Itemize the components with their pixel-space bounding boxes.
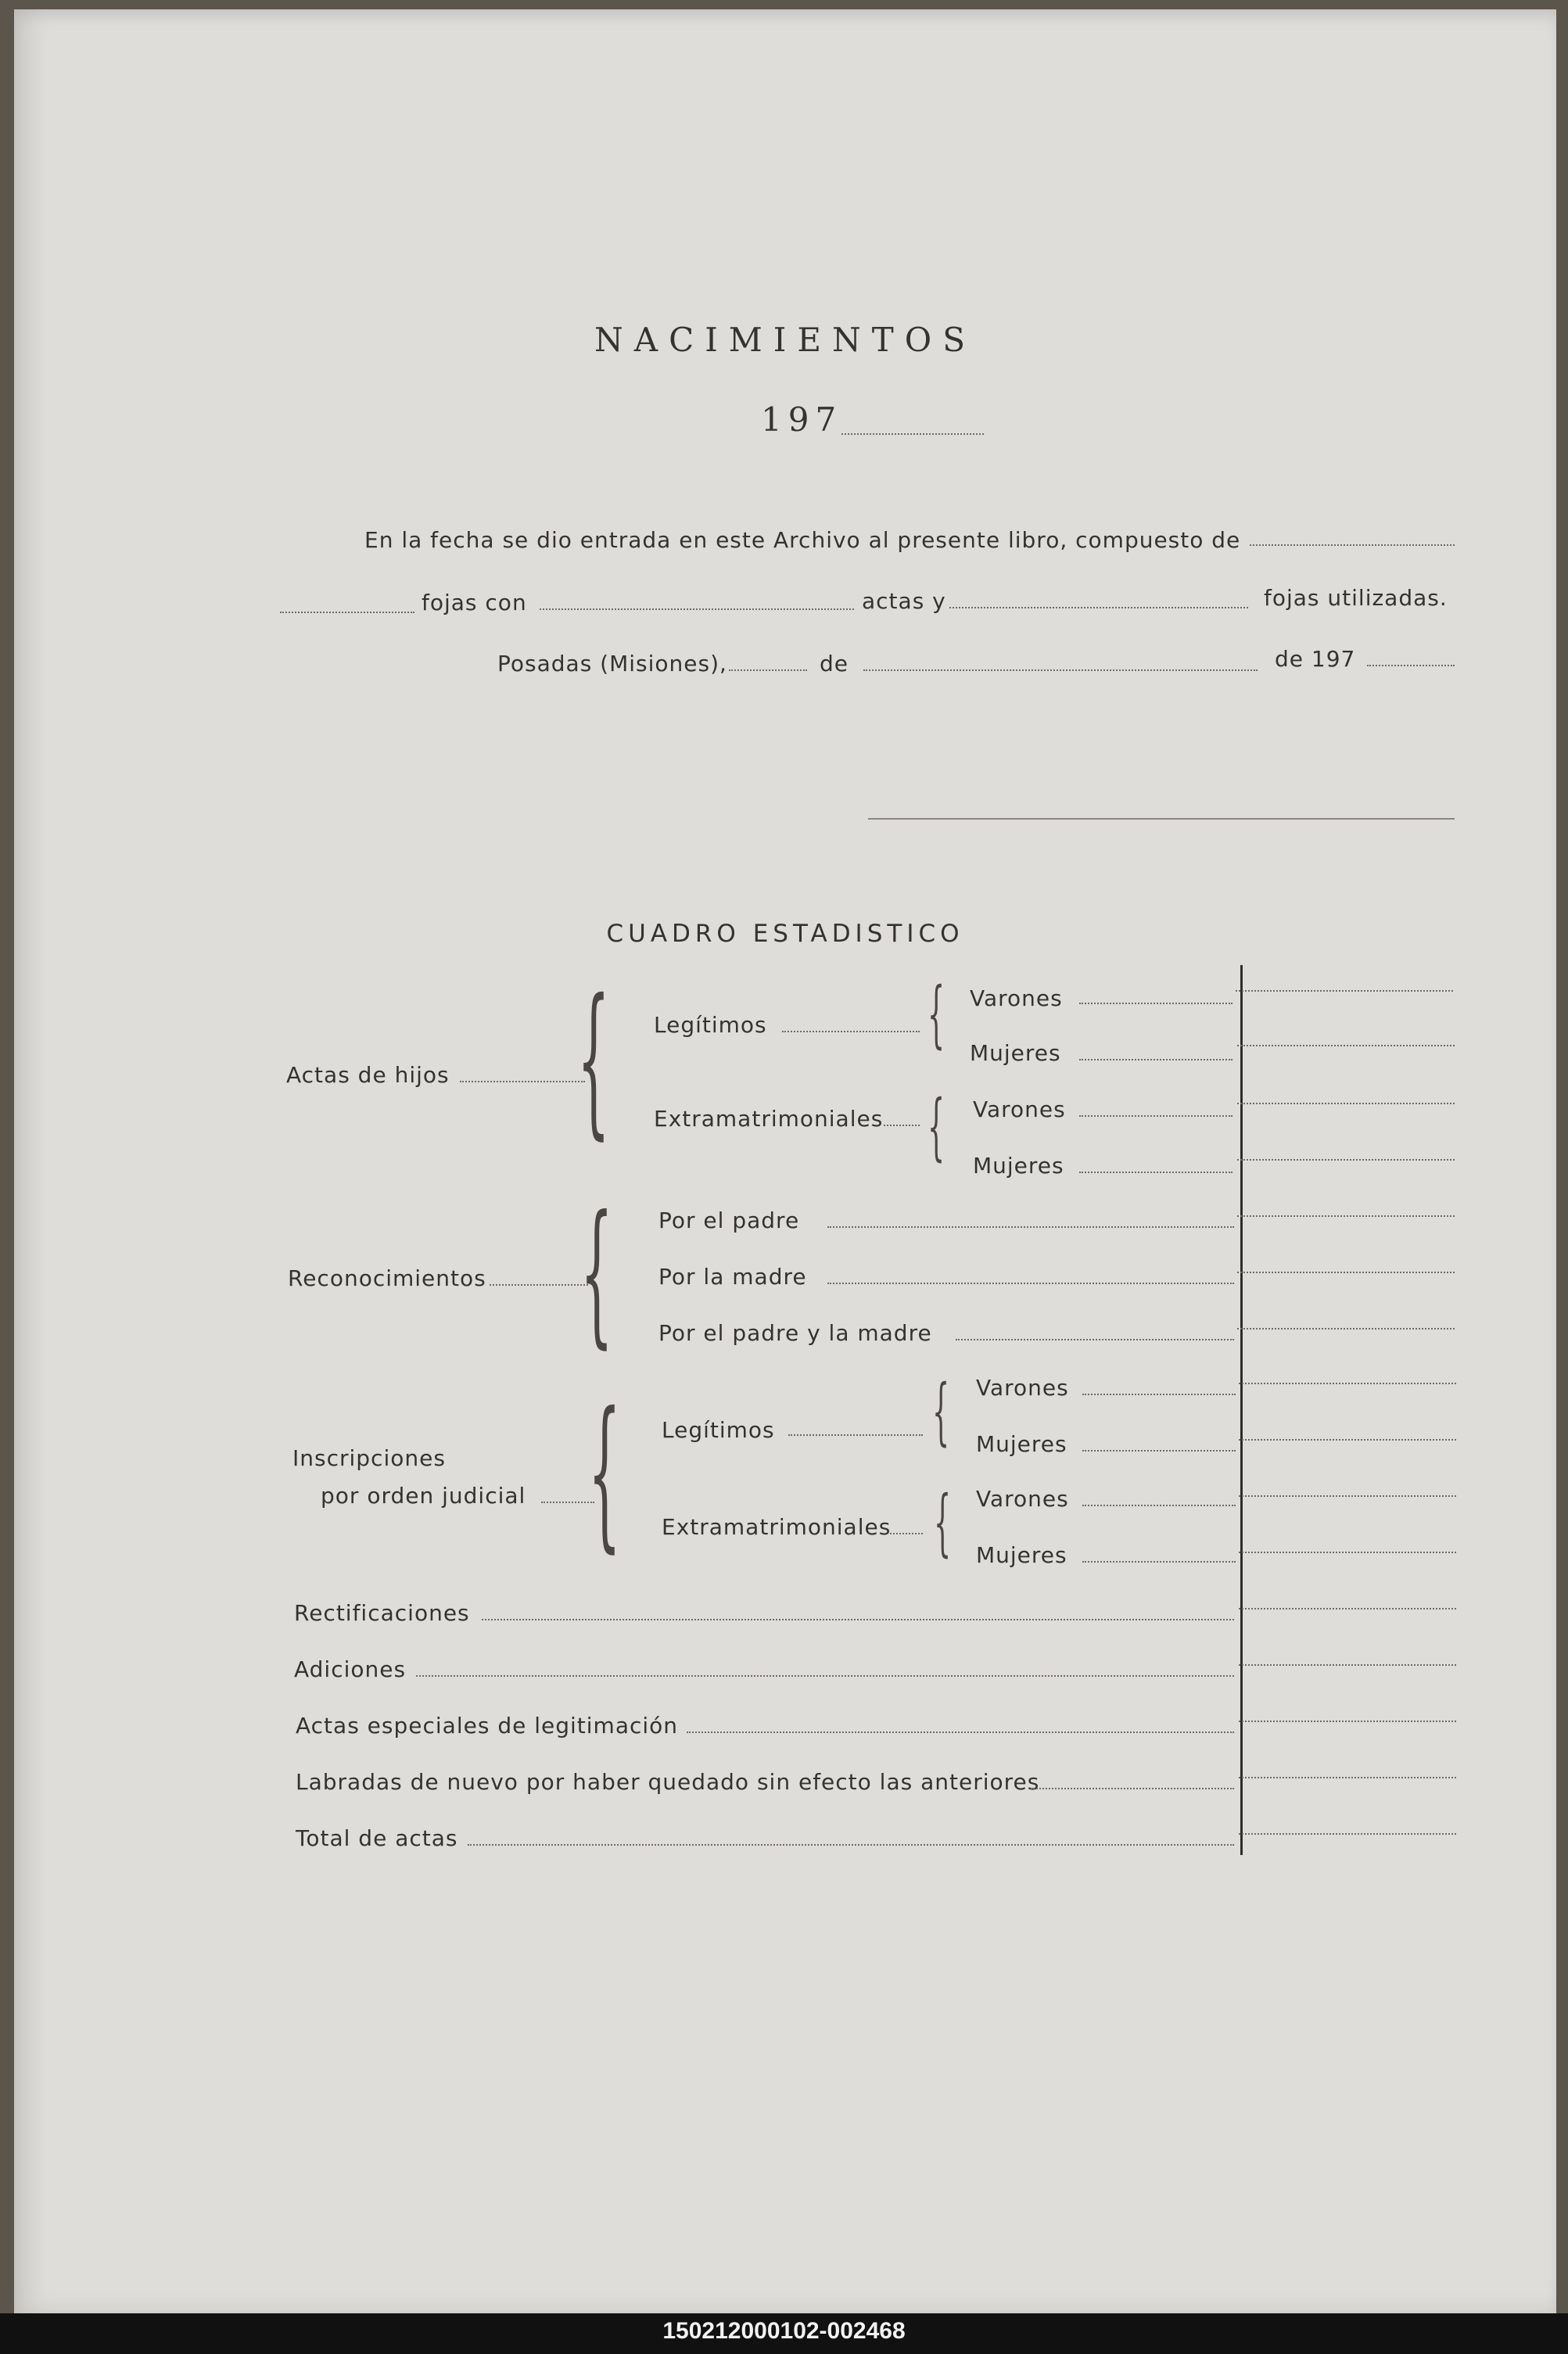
adiciones-dots <box>416 1675 1234 1677</box>
value-blank-14 <box>1239 1721 1456 1722</box>
extramatrimoniales-label: Extramatrimoniales <box>654 1106 884 1132</box>
entry-blank-fojas-utilizadas <box>949 607 1248 608</box>
labradas-dots <box>1031 1788 1234 1789</box>
value-blank-2 <box>1237 1045 1455 1046</box>
value-blank-11 <box>1239 1552 1456 1553</box>
legitimos-brace: { <box>928 971 945 1057</box>
inscripciones-label-1: Inscripciones <box>292 1445 446 1471</box>
de-label: de <box>820 651 849 676</box>
inscripciones-dots <box>541 1502 594 1503</box>
insc-legitimos-varones-label: Varones <box>976 1375 1069 1401</box>
legitimacion-label: Actas especiales de legitimación <box>296 1713 679 1739</box>
hijos-legitimos-mujeres-dots <box>1079 1059 1233 1060</box>
por-ambos-label: Por el padre y la madre <box>658 1320 932 1346</box>
reconocimientos-dots <box>490 1284 588 1286</box>
value-blank-13 <box>1239 1664 1456 1666</box>
stats-title: CUADRO ESTADISTICO <box>606 920 964 948</box>
insc-extramatrimoniales-brace: { <box>934 1480 952 1565</box>
labradas-label: Labradas de nuevo por haber quedado sin efecto las anteriores <box>296 1769 1040 1795</box>
insc-extra-mujeres-dots <box>1082 1561 1236 1563</box>
hijos-extra-varones-dots <box>1079 1115 1233 1117</box>
form-title: NACIMIENTOS <box>594 321 977 359</box>
hijos-extra-mujeres-label: Mujeres <box>973 1153 1064 1179</box>
signature-line <box>868 818 1455 820</box>
month-blank <box>863 669 1258 671</box>
value-blank-5 <box>1237 1215 1455 1217</box>
value-blank-15 <box>1239 1777 1456 1778</box>
value-blank-6 <box>1237 1272 1455 1273</box>
inscripciones-label-2: por orden judicial <box>321 1483 526 1509</box>
legitimacion-dots <box>687 1731 1234 1733</box>
adiciones-label: Adiciones <box>294 1656 407 1682</box>
reconocimientos-brace: { <box>580 1182 613 1363</box>
entry-line-1: En la fecha se dio entrada en este Archivo al presente libro, compuesto de <box>364 527 1241 553</box>
insc-legitimos-varones-dots <box>1082 1394 1236 1395</box>
actas-hijos-brace: { <box>577 963 610 1155</box>
rectificaciones-dots <box>482 1619 1234 1620</box>
total-dots <box>468 1844 1234 1846</box>
value-blank-3 <box>1237 1103 1455 1104</box>
value-blank-7 <box>1237 1328 1455 1330</box>
hijos-legitimos-varones-dots <box>1079 1003 1233 1004</box>
value-blank-8 <box>1239 1383 1456 1384</box>
extramatrimoniales-dots <box>884 1125 920 1126</box>
hijos-legitimos-mujeres-label: Mujeres <box>970 1040 1061 1066</box>
year-blank <box>841 433 984 435</box>
de-year-label: de 197 <box>1275 646 1356 672</box>
footer-id: 150212000102-002468 <box>662 2318 906 2344</box>
reconocimientos-label: Reconocimientos <box>288 1265 486 1291</box>
hijos-extra-mujeres-dots <box>1079 1172 1233 1173</box>
fojas-con-label: fojas con <box>422 590 527 615</box>
actas-hijos-label: Actas de hijos <box>286 1062 450 1088</box>
place-label: Posadas (Misiones), <box>497 651 727 676</box>
extramatrimoniales-brace: { <box>928 1084 945 1169</box>
year-label: 197 <box>761 400 843 439</box>
total-label: Total de actas <box>296 1825 458 1851</box>
form-page <box>14 9 1556 2313</box>
insc-extramatrimoniales-label: Extramatrimoniales <box>662 1514 892 1540</box>
legitimos-label: Legítimos <box>654 1012 767 1038</box>
actas-y-label: actas y <box>862 588 946 614</box>
por-madre-dots <box>827 1283 1234 1284</box>
value-blank-9 <box>1239 1439 1456 1441</box>
insc-legitimos-mujeres-label: Mujeres <box>976 1431 1067 1457</box>
entry-blank-fojas-total <box>1250 544 1455 546</box>
por-madre-label: Por la madre <box>658 1264 807 1290</box>
insc-extra-varones-label: Varones <box>976 1486 1069 1512</box>
legitimos-dots <box>782 1031 920 1032</box>
insc-legitimos-mujeres-dots <box>1082 1450 1236 1452</box>
entry-blank-actas <box>540 608 854 610</box>
year-suffix-blank <box>1367 665 1455 666</box>
fojas-utilizadas-label: fojas utilizadas. <box>1264 585 1448 611</box>
por-padre-dots <box>827 1226 1234 1228</box>
por-padre-label: Por el padre <box>658 1208 800 1233</box>
entry-blank-fojas <box>280 612 414 613</box>
value-blank-4 <box>1237 1159 1455 1161</box>
insc-legitimos-label: Legítimos <box>662 1417 775 1443</box>
value-blank-10 <box>1239 1495 1456 1497</box>
hijos-extra-varones-label: Varones <box>973 1096 1066 1122</box>
insc-legitimos-dots <box>788 1434 923 1436</box>
value-blank-12 <box>1239 1608 1456 1609</box>
actas-hijos-dots <box>460 1081 585 1082</box>
insc-extra-varones-dots <box>1082 1505 1236 1506</box>
day-blank <box>729 669 807 671</box>
insc-extramatrimoniales-dots <box>890 1533 923 1534</box>
value-blank-16 <box>1239 1833 1456 1835</box>
rectificaciones-label: Rectificaciones <box>294 1600 470 1626</box>
hijos-legitimos-varones-label: Varones <box>970 985 1063 1011</box>
insc-extra-mujeres-label: Mujeres <box>976 1542 1067 1568</box>
insc-legitimos-brace: { <box>932 1369 950 1454</box>
por-ambos-dots <box>956 1339 1234 1340</box>
inscripciones-brace: { <box>588 1376 621 1568</box>
value-blank-1 <box>1236 990 1453 992</box>
